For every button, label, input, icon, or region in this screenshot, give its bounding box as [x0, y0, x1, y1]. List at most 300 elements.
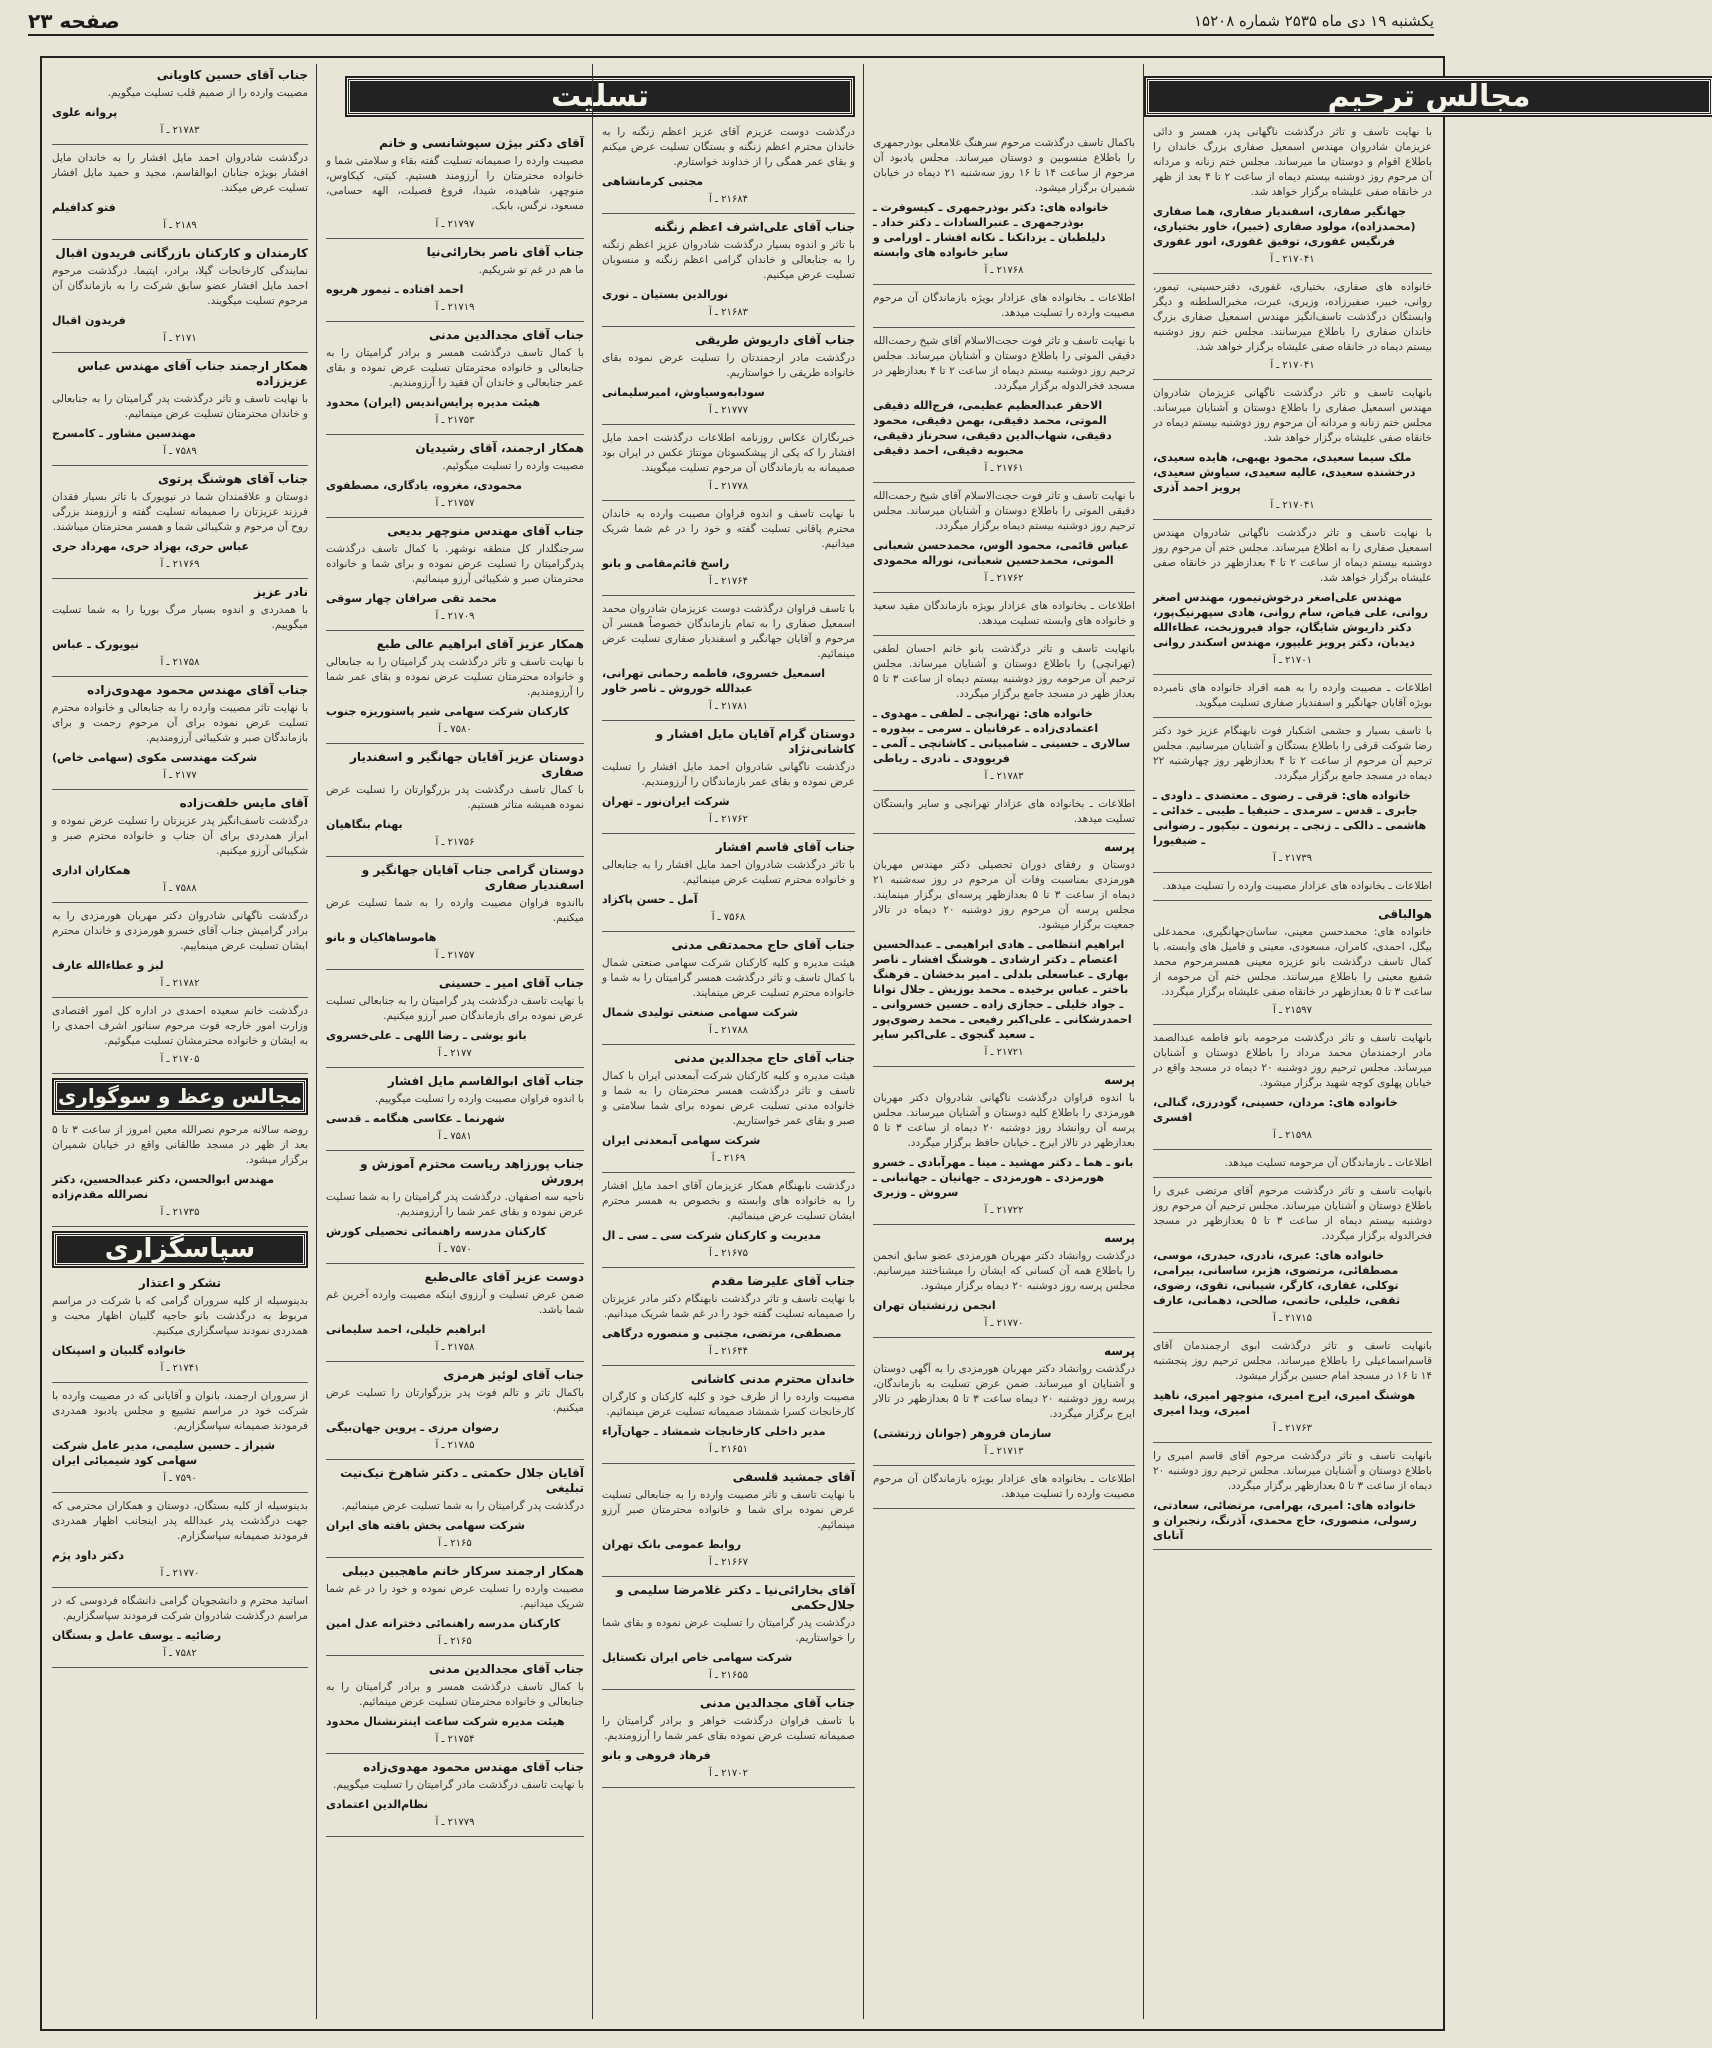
notice-signature: خانواده های: امیری، بهرامی، مرتضائی، سعادتی، رسولی، منصوری، حاج محمدی، آذرنگ، رنجبران و آتابای: [1153, 1499, 1417, 1542]
notice-ad-number: ۲۱۷۷ ـ آ: [163, 770, 197, 781]
notice: [52, 1389, 308, 1493]
notice: [52, 683, 308, 790]
notice: [52, 472, 308, 579]
notice-body: درگذشت نابهنگام همکار عزیزمان آقای احمد مایل افشار را به خانواده های وابسته و بخصوص به همسر محترم ایشان تسلیت عرض مینمائیم.: [602, 1180, 855, 1222]
column-divider: [863, 64, 864, 2019]
notice-signature: شیراز ـ حسین سلیمی، مدیر عامل شرکت سهامی کود شیمیائی ایران: [52, 1439, 276, 1467]
notice: [1153, 526, 1432, 675]
notice-signature: سودابه‌وسیاوش، امیرسلیمانی: [602, 386, 765, 399]
notice-signature: نظام‌الدین اعتمادی: [326, 1798, 429, 1811]
notice-signature: احمد افتاده ـ تیمور هریوه: [326, 283, 464, 296]
notice-body: با نهایت تاسف و تاثر مصیبت وارده را به جنابعالی تسلیت عرض نموده برای شما و خانواده محترمتان صبر آرزو مینمائیم.: [602, 1489, 855, 1531]
notice-title: جناب آقای حاج مجدالدین مدنی: [674, 1051, 855, 1065]
notice-body: باکمال تاسف درگذشت مرحوم سرهنگ غلامعلی بوذرجمهری را باطلاع منسوبین و دوستان میرساند. مجلس یادبود آن مرحوم از ساعت ۱۴ تا ۱۶ روز سه‌شنبه ۲۱ دیماه در خیابان شمیران برگزار میشود.: [873, 137, 1135, 194]
notice-body: با نهایت تاسف درگذشت مادر گرامیتان را تسلیت میگوییم.: [333, 1779, 584, 1791]
notice-signature: خانواده های: قرقی ـ رضوی ـ معتضدی ـ داودی ـ جابری ـ قدس ـ سرمدی ـ حنیفیا ـ طیبی ـ خدائی ـ هاشمی ـ دالکی ـ زنجی ـ پرنمون ـ نیکپور ـ رضوانی ـ ضیفیورا: [1153, 789, 1427, 847]
column-1: [44, 64, 316, 2019]
notice: [52, 246, 308, 353]
notice-list: [1153, 125, 1432, 1550]
notice-signature: شرکت ایران‌نور ـ تهران: [602, 795, 730, 808]
notice-body: درگذشت روانشاد دکتر مهربان هورمزدی عضو سابق انجمن را باطلاع همه آن کسانی که ایشان را میشناختند میرسانیم. مجلس پرسه روز دوشنبه ۲۰ دیماه برگزار میشود.: [873, 1250, 1135, 1292]
notice-signature: دکتر داود پژم: [52, 1549, 124, 1562]
notice-title: هوالباقی: [1378, 907, 1432, 921]
notice: [1153, 125, 1432, 274]
notice-signature: مصطفی، مرتضی، مجتبی و منصوره درگاهی: [602, 1327, 842, 1340]
notice-body: با تاثر درگذشت شادروان احمد مایل افشار را به جنابعالی و خانواده محترم تسلیت عرض مینمائیم.: [602, 859, 855, 886]
notice-body: اطلاعات ـ بخانواده های عزادار بویژه بازماندگان آن مرحوم مصیبت وارده را تسلیت میدهد.: [873, 292, 1135, 319]
notice-title: تشکر و اعتذار: [138, 1276, 222, 1290]
notice-body: دوستان و رفقای دوران تحصیلی دکتر مهندس مهربان هورمزدی بمناسبت وفات آن مرحوم در روز سه‌شنبه ۲۱ دیماه از ساعت ۳ تا ۵ بعدازظهر پرسه‌ای برگزار مینمایند. مجلس پرسه آن مرحوم روز دوشنبه ۲۰ دیماه در تالار جمعیت برگزار میشود.: [873, 859, 1136, 931]
notice-ad-number: ۲۱۷۸۸ ـ آ: [709, 1025, 748, 1036]
notice-body: درگذشت پدر گرامیتان را به شما تسلیت عرض مینمائیم.: [341, 1500, 584, 1512]
notice: [52, 1233, 308, 1383]
notice-body: بانهایت تاسف و تاثر درگذشت بانو خانم احسان لطفی (تهرانچی) را باطلاع دوستان و آشنایان میرساند. مجلس ترحیم آن مرحومه روز دوشنبه بیستم دیماه از ساعت ۳ تا ۵ بعداز ظهر در مسجد جامع برگزار میگردد.: [873, 643, 1135, 700]
notice-signature: خانواده های: دکتر بوذرجمهری ـ کیسوفرت ـ بوذرجمهری ـ عنبرالسادات ـ دکتر خداد ـ دلیلطبان ـ یزدانکنا ـ نکانه افشار ـ اورامی و سایر خانواده های وابسته: [873, 201, 1109, 259]
notice-ad-number: ۷۵۸۹ ـ آ: [163, 446, 197, 457]
notice: [1153, 1156, 1432, 1178]
notice-signature: مجتبی کرمانشاهی: [602, 175, 704, 188]
notice-body: ضمن عرض تسلیت و آرزوی اینکه مصیبت وارده آخرین غم شما باشد.: [326, 1289, 584, 1316]
notice-ad-number: ۲۱۶۵ ـ آ: [438, 1538, 472, 1549]
notice-body: مصیبت وارده را تسلیت عرض نموده و خود را در غم شما شریک میدانیم.: [326, 1583, 584, 1610]
notice-body: درگذشت دوست عزیزم آقای عزیز اعظم زنگنه را به خاندان محترم اعظم زنگنه و بستگان تسلیت عرض میکنم و بقای عمر همگی را از خداوند خواستارم.: [602, 126, 855, 168]
notice-body: مصیبت وارده را از صمیم قلب تسلیت میگویم.: [107, 87, 308, 99]
notice-body: اطلاعات ـ بازماندگان آن مرحومه تسلیت میدهد.: [1224, 1157, 1432, 1169]
notice: [326, 1564, 584, 1656]
notice: [326, 750, 584, 857]
notice-title: جناب آقای لوئیز هرمزی: [443, 1368, 584, 1382]
notice: [1153, 386, 1432, 520]
notice-title: خاندان محترم مدنی کاشانی: [690, 1372, 855, 1386]
notice: [602, 431, 855, 501]
notice: [873, 1231, 1135, 1338]
notice: [873, 840, 1135, 1067]
notice-title: کارمندان و کارکنان بازرگانی فریدون اقبال: [55, 246, 308, 260]
notice-body: با تاسف فراوان درگذشت دوست عزیزمان شادروان محمد اسمعیل صفاری را به تمام بازماندگان خصوصاً همسر آن مرحوم و آقایان جهانگیر و اسفندیار صفاری تسلیت عرض مینمائیم.: [602, 603, 855, 660]
notice-body: مصیبت وارده را صمیمانه تسلیت گفته بقاء و سلامتی شما و خانواده محترمتان را آرزومند هستیم. کیتی، کیکاوس، منوچهر، شاهیده، شیدا، فروغ فصیلت، الهه حسامی، مسعود، نرگس، بابک.: [326, 155, 584, 212]
notice-ad-number: ۲۱۷۰۲ ـ آ: [709, 1768, 748, 1779]
notice: [326, 1157, 584, 1264]
notice-signature: ابراهیم خلیلی، احمد سلیمانی: [326, 1323, 486, 1336]
notice-body: بانهایت تاسف و تاثر درگذشت مرحوم آقای قاسم امیری را باطلاع دوستان و آشنایان میرساند. مجلس ترحیم روز دوشنبه ۲۰ دیماه از ساعت ۳ تا ۵ بعدازظهر برگزار میگردد.: [1153, 1450, 1432, 1492]
notice: [52, 585, 308, 677]
notice-ad-number: ۲۱۶۸۴ ـ آ: [709, 194, 748, 205]
notice-ad-number: ۲۱۷۶۲ ـ آ: [709, 814, 748, 825]
notice-title: جناب آقای مجدالدین مدنی: [700, 1696, 855, 1710]
notice-ad-number: ۲۱۷۱ ـ آ: [163, 333, 197, 344]
notice-body: درگذشت مادر ارجمندتان را تسلیت عرض نموده بقای خانواده طریقی را خواستاریم.: [602, 352, 855, 379]
notice-signature: محمودی، مغروه، یادگاری، مصطفوی: [326, 479, 523, 492]
notice-signature: انجمن زرتشتیان تهران: [873, 1299, 996, 1312]
notice-signature: بانو ـ هما ـ دکتر مهشید ـ مینا ـ مهرآبادی ـ خسرو هورمزدی ـ هورمزدی ـ جهانیان ـ جهانبانی ـ سروش ـ وزیری: [873, 1156, 1134, 1199]
notice-signature: سازمان فروهر (جوانان زرتشتی): [873, 1427, 1052, 1440]
notice: [873, 797, 1135, 834]
notice-ad-number: ۲۱۷۵۷ ـ آ: [435, 498, 475, 509]
notice-body: بدینوسیله از کلیه سروران گرامی که با شرکت در مراسم مربوط به درگذشت بانو حاجیه گلبیان اظهار محبت و همدردی نمودند سپاسگزاری میکنیم.: [52, 1295, 308, 1337]
notice-signature: ابراهیم انتظامی ـ هادی ابراهیمی ـ عبدالحسین اعتصام ـ دکتر ارشادی ـ هوشنگ افشار ـ ناصر بهاری ـ عباسعلی بلدلی ـ امیر بدخشان ـ فرهنگ باختر ـ عباس برخیده ـ محمد یوزیش ـ جلال توانا ـ جواد خلیلی ـ حجازی زاده ـ حسین خسروانی ـ احمدرشکانی ـ علی‌اکبر رفیعی ـ محمد رضوی‌پور ـ سعید گنجوی ـ علی‌اکبر سایر: [873, 938, 1132, 1041]
notice-body: خبرنگاران عکاس روزنامه اطلاعات درگذشت احمد مایل افشار را که یکی از پیشکسوتان مونتاژ عکس در ایران بود صمیمانه به بازماندگان آن مرحوم تسلیت میگویند.: [602, 432, 855, 474]
notice-ad-number: ۲۱۶۶۷ ـ آ: [709, 1557, 748, 1568]
notice: [602, 507, 855, 596]
notice: [1153, 1184, 1432, 1333]
notice-signature: فریدون اقبال: [52, 314, 126, 327]
column-4: [865, 64, 1143, 2019]
notice-title: جناب آقای مهندس محمود مهدوی‌زاده: [87, 683, 308, 697]
notice: [326, 976, 584, 1068]
notice-title: همکار ارجمند، آقای رشیدیان: [415, 441, 584, 455]
column-divider: [592, 64, 593, 2019]
notice-body: درگذشت ناگهانی شادروان احمد مایل افشار را تسلیت عرض نموده و بقای عمر بازماندگان را آرزومندیم.: [602, 761, 855, 788]
notice-signature: ملک سیما سعیدی، محمود بهبهی، هایده سعیدی، درخشنده سعیدی، عالیه سعیدی، سیاوش سعیدی، پرویز احمد آذری: [1153, 451, 1416, 494]
notice-body: هیئت مدیره و کلیه کارکنان شرکت آبمعدنی ایران با کمال تاسف و تاثر درگذشت همسر محترمتان را به شما و خانواده مدنی تسلیت عرض نموده برای شما سلامتی و صبر و بقای عمر خواستاریم.: [602, 1070, 855, 1127]
notice-signature: کارکنان مدرسه راهنمائی دخترانه عدل امین: [326, 1617, 561, 1630]
notice-signature: شرکت سهامی بخش بافته های ایران: [326, 1519, 525, 1532]
notice-title: پرسه: [1103, 1344, 1135, 1358]
notice: [326, 1368, 584, 1460]
notice-signature: الاحقر عبدالعظیم عظیمی، فرج‌الله دقیقی الموتی، محمد دقیقی، بهمن دقیقی، محمود دقیقی، شهاب‌الدین دقیقی، سحرناز دقیقی، محبوبه دقیقی، احمد دقیقی: [873, 399, 1112, 457]
notice-title: آقای بخارائی‌نیا ـ دکتر غلامرضا سلیمی و جلال‌حکمی: [616, 1583, 855, 1612]
notice: [52, 359, 308, 466]
notice-signature: فرهاد فروهی و بانو: [602, 1749, 711, 1762]
notice-list: [602, 125, 855, 1788]
notice-body: با کمال تاسف درگذشت همسر و برادر گرامیتان را به جنابعالی و خانواده محترمتان تسلیت عرض نموده و بقای عمر جنابعالی و خاندان آن فقید را آرزومندیم.: [326, 347, 584, 389]
notice-ad-number: ۲۱۷۶۳ ـ آ: [1273, 1423, 1312, 1434]
notice: [52, 68, 308, 145]
notice-ad-number: ۲۱۷۲۲ ـ آ: [984, 1205, 1024, 1216]
notice-ad-number: ۲۱۶۷۵ ـ آ: [709, 1248, 748, 1259]
notice-body: بانهایت تاسف و تاثر درگذشت ابوی ارجمندمان آقای قاسم‌اسماعیلی را باطلاع میرساند. مجلس ترحیم روز پنجشنبه ۱۴ تا ۱۶ در مسجد امام حسین برگزار میشود.: [1153, 1340, 1432, 1382]
notice-ad-number: ۲۱۵۹۸ ـ آ: [1273, 1130, 1312, 1141]
notice-body: بانهایت تاسف و تاثر درگذشت ناگهانی عزیزمان شادروان مهندس اسمعیل صفاری را باطلاع دوستان و آشنایان میرساند. مجلس ختم زنانه و مردانه آن مرحوم روز دوشنبه بیستم دیماه در خانقاه صفی علیشاه برگزار خواهد شد.: [1153, 387, 1432, 444]
notice-signature: شرکت سهامی خاص ایران تکستایل: [602, 1651, 793, 1664]
notice-body: اطلاعات ـ بخانواده های عزادار تهرانچی و سایر وابستگان تسلیت میدهد.: [873, 798, 1135, 825]
notice-body: با اندوه فراوان مصیبت وارده را تسلیت میگوییم.: [374, 1093, 584, 1105]
notice-title: دوستان گرامی جناب آقایان جهانگیر و اسفندیار صفاری: [361, 863, 584, 892]
column-2: [318, 64, 592, 2019]
notice-body: دوستان و علاقمندان شما در نیویورک با تاثر بسیار فقدان فرزند عزیزتان را صمیمانه تسلیت گفته و آرزومند بزرگی روح آن مرحوم و شکیبائی شما و همسر محترمتان میباشند.: [52, 491, 308, 533]
notice: [602, 220, 855, 327]
notice-body: با نهایت تاثر مصیبت وارده را به جنابعالی و خانواده محترم تسلیت عرض نموده برای آن مرحوم رحمت و برای بازماندگان صبر و شکیبائی آرزومندیم.: [52, 702, 308, 744]
notice-signature: هوشنگ امیری، ایرج امیری، منوچهر امیری، ناهید امیری، ویدا امیری: [1153, 1389, 1416, 1417]
page-header: [28, 8, 1434, 36]
notice-body: ما هم در غم تو شریکیم.: [478, 264, 584, 276]
notice-ad-number: ۷۵۷۰ ـ آ: [438, 1244, 472, 1255]
notice-ad-number: ۲۱۷۱۹ ـ آ: [435, 302, 475, 313]
notice: [602, 1583, 855, 1690]
notice-body: با نهایت تاسف درگذشت پدر گرامیتان را به جنابعالی تسلیت عرض نموده برای بازماندگان صبر آرزو میکنیم.: [326, 995, 584, 1022]
notice-list: [326, 136, 584, 1837]
notice: [873, 599, 1135, 636]
notice: [602, 1372, 855, 1464]
notice-signature: روابط عمومی بانک تهران: [602, 1538, 742, 1551]
notice: [873, 334, 1135, 483]
notice-signature: عباس حری، بهزاد حری، مهرداد حری: [52, 540, 250, 553]
notice-body: بانهایت تاسف و تاثر درگذشت مرحومه بانو فاطمه عبدالصمد مادر ارجمندمان محمد مرداد را باطلاع دوستان و آشنایان میرساند. مجلس ترحیم روز دوشنبه ۲۰ دیماه در مسجد واقع در خیابان پهلوی کوچه شهید برگزار میشود.: [1153, 1032, 1432, 1089]
notice-signature: مدیر داخلی کارخانجات شمشاد ـ جهان‌آراء: [602, 1425, 826, 1438]
notice: [873, 136, 1135, 285]
notice-ad-number: ۲۱۶۵۱ ـ آ: [709, 1444, 748, 1455]
notice-body: با تاسف بسیار و جشمی اشکبار فوت نابهنگام عزیز خود دکتر رضا شوکت قرقی را باطلاع بستگان و آشنایان میرسانیم. مجلس ترحیم آن مرحوم از ساعت ۲ تا ۴ بعدازظهر روز چهارشنبه ۲۲ دیماه در مسجد جامع برگزار میگردد.: [1153, 725, 1433, 782]
notice-title: نادر عزیز: [254, 585, 308, 599]
column-divider: [316, 64, 317, 2019]
notice-ad-number: ۲۱۷۱۳ ـ آ: [984, 1446, 1024, 1457]
notice: [873, 291, 1135, 328]
notice-ad-number: ۲۱۷۷۰ ـ آ: [984, 1318, 1024, 1329]
notice-ad-number: ۲۱۷۵۸ ـ آ: [160, 657, 200, 668]
notice-ad-number: ۲۱۷۹۷ ـ آ: [435, 219, 475, 230]
notice-signature: نورالدین بستیان ـ نوری: [602, 288, 729, 301]
notice-body: درگذشت روانشاد دکتر مهربان هورمزدی را به آگهی دوستان و آشنایان او میرساند. ضمن عرض تسلیت به بازماندگان، پرسه روز دوشنبه ۲۰ دیماه ساعت ۳ تا ۵ بعدازظهر در تالار ایرج برگزار میگردد.: [873, 1363, 1135, 1420]
notice: [1153, 681, 1432, 718]
notice-ad-number: ۲۱۷۸۳ ـ آ: [984, 771, 1024, 782]
notice-ad-number: ۲۱۷۷ ـ آ: [438, 1048, 472, 1059]
notice: [602, 125, 855, 214]
notice-ad-number: ۲۱۷۰۵ ـ آ: [160, 1054, 200, 1065]
notice: [602, 1470, 855, 1577]
notice-title: جناب آقای امیر ـ حسینی: [438, 976, 584, 990]
notice-signature: مهندس ابوالحسن، دکتر عبدالحسین، دکتر نصرالله مقدم‌زاده: [52, 1173, 275, 1201]
notice-title: آقای جمشید قلسفی: [732, 1470, 855, 1484]
notice: [52, 1499, 308, 1588]
notice-signature: شرکت مهندسی مکوی (سهامی خاص): [52, 751, 258, 764]
notice: [602, 1274, 855, 1366]
notice-title: جناب آقای حسین کاویانی: [156, 68, 308, 82]
notice-ad-number: ۲۱۷۰۹ ـ آ: [435, 611, 475, 622]
notice: [602, 727, 855, 834]
notice-body: درگذشت خانم سعیده احمدی در اداره کل امور اقتصادی وزارت امور خارجه فوت مرحوم سناتور اشرف احمدی را به ایشان و خانواده محترمشان تسلیت میگوئیم.: [52, 1005, 308, 1047]
notice-ad-number: ۲۱۷۰۴۱ ـ آ: [1270, 360, 1315, 371]
notice-ad-number: ۲۱۷۸۲ ـ آ: [160, 978, 200, 989]
notice: [326, 1662, 584, 1754]
notice-body: نمایندگی کارخانجات گیلا، برادر، اپتیما. درگذشت مرحوم احمد مایل افشار عضو سابق شرکت را به بازماندگان آن مرحوم تسلیت میگویند.: [52, 265, 308, 307]
notice-body: با نهایت تاسف و تاثر درگذشت پدر گرامیتان را به جنابعالی و خانواده محترمتان تسلیت عرض نموده و بقای عمر شما را آرزومندیم.: [326, 656, 584, 698]
column-5: [1145, 64, 1531, 2019]
notice-title: آقای مایس خلفت‌زاده: [179, 796, 308, 810]
notice: [52, 909, 308, 998]
notice-signature: هاموساهاکیان و بانو: [326, 931, 437, 944]
notice-ad-number: ۲۱۶۹ ـ آ: [711, 1153, 746, 1164]
notice-signature: بانو یوشی ـ رضا اللهی ـ علی‌خسروی: [326, 1029, 527, 1042]
notice: [326, 863, 584, 970]
notice-title: جناب آقای هوشنگ پرتوی: [158, 472, 308, 486]
notice-ad-number: ۲۱۸۹ ـ آ: [163, 220, 197, 231]
notice: [1153, 724, 1432, 873]
notice-body: با کمال تاسف درگذشت پدر بزرگوارتان را تسلیت عرض نموده همیشه متاثر هستیم.: [326, 784, 584, 811]
notice-body: با اندوه فراوان درگذشت ناگهانی شادروان دکتر مهربان هورمزدی را باطلاع کلیه دوستان و آشنایان میرساند. مجلس پرسه آن روانشاد روز دوشنبه ۲۰ دیماه از ساعت ۳ تا ۵ بعدازظهر در تالار ایرج ـ خیابان حافظ برگزار میگردد.: [873, 1092, 1136, 1149]
notice: [602, 1696, 855, 1788]
notice: [52, 796, 308, 903]
notice-ad-number: ۲۱۷۰۴۱ ـ آ: [1270, 500, 1315, 511]
notice: [52, 1080, 308, 1227]
notice: [326, 1760, 584, 1837]
notice-ad-number: ۲۱۷۵۳ ـ آ: [435, 415, 475, 426]
notice-signature: همکاران اداری: [52, 864, 131, 877]
notice-body: با نهایت تاسف و تاثر درگذشت ناگهانی پدر، همسر و دائی عزیزمان شادروان مهندس اسمعیل صفاری بزرگ خاندان را باطلاع اقوام و دوستان ما میرساند. مجلس ختم زنانه و مردانه آن مرحوم روز دوشنبه بیستم دیماه از ساعت ۲ تا ۴ بعد از ظهر در خانقاه صفی علیشاه برگزار خواهد شد.: [1153, 126, 1432, 198]
notice-body: هیئت مدیره و کلیه کارکنان شرکت سهامی صنعتی شمال با کمال تاسف و تاثر درگذشت همسر گرامیتان را به شما و خانواده محترم تسلیت عرض مینمایند.: [602, 957, 855, 999]
notice: [326, 524, 584, 631]
notice-signature: خانواده های: تهرانچی ـ لطفی ـ مهدوی ـ اعتمادی‌زاده ـ عرفانیان ـ سرمی ـ بیدوره ـ سالاری ـ حسینی ـ شامبیانی ـ کاشانچی ـ آلمی ـ فریوودی ـ نادری ـ ریاطی: [873, 707, 1131, 765]
notice-ad-number: ۷۵۸۲ ـ آ: [163, 1648, 197, 1659]
notice-title: دوستان گرام آقایان مایل افشار و کاشانی‌نژاد: [655, 727, 855, 756]
notice-body: با نهایت تاسف و تاثر فوت حجت‌الاسلام آقای شیخ رحمت‌الله دقیقی الموتی را باطلاع دوستان و آشنایان میرساند. مجلس ترحیم روز دوشنبه بیستم دیماه از ساعت ۲ تا ۴ بعدازظهر در مسجد فخرالدوله برگزار میگردد.: [873, 335, 1135, 392]
notice-body: سرجنگلدار کل منطقه نوشهر. با کمال تاسف درگذشت پدرگرامیتان را تسلیت عرض نموده و برای شما و خانواده محترمتان صبر و شکیبائی آرزو مینمائیم.: [326, 543, 584, 585]
notice-ad-number: ۲۱۷۳۹ ـ آ: [1273, 853, 1312, 864]
notice-title: جناب آقای علیرضا مقدم: [711, 1274, 855, 1288]
notice-ad-number: ۲۱۷۸۳ ـ آ: [160, 125, 200, 136]
notice-body: خانواده های صفاری، بختیاری، غفوری، دفترحسینی، تیمور، روانی، خبیر، صفیرزاده، وزیری، عبرت، مخبرالسلطنه و دیگر وابستگان درگذشت تاسف‌انگیز مهندس اسمعیل صفاری بزرگ خاندان صفاری را باطلاع میرسانند. مجلس ختم روز دوشنبه بیستم دیماه در خانقاه صفی علیشاه برگزار خواهد شد.: [1153, 281, 1432, 353]
notice-signature: آمل ـ حسن پاکزاد: [602, 893, 698, 906]
notice-ad-number: ۲۱۷۷۸ ـ آ: [709, 481, 748, 492]
banner-condolence-gatherings: مجالس ترحیم: [1146, 78, 1712, 115]
notice: [1153, 1031, 1432, 1150]
notice-title: جناب آقای مهندس منوچهر بدیعی: [387, 524, 584, 538]
notice-ad-number: ۲۱۷۶۲ ـ آ: [984, 573, 1024, 584]
notice-body: اطلاعات ـ بخانواده های عزادار بویژه بازماندگان مقید سعید و خانواده های وابسته تسلیت میدهد.: [873, 600, 1135, 627]
notice-title: آقایان جلال حکمتی ـ دکتر شاهرخ نیک‌نیت تبلیغی: [340, 1466, 584, 1495]
notice-ad-number: ۲۱۷۵۷ ـ آ: [435, 950, 475, 961]
notice: [873, 1472, 1135, 1509]
notice-signature: خانواده های: مردان، حسینی، گودرزی، گنالی، افسری: [1153, 1096, 1398, 1124]
notice: [1153, 280, 1432, 380]
notice-ad-number: ۲۱۷۰۴۱ ـ آ: [1270, 254, 1315, 265]
page-number: صفحه ۲۳: [28, 9, 120, 33]
notice-body: با نهایت تاسف و اندوه فراوان مصیبت وارده به خاندان محترم پاقانی تسلیت گفته و خود را در غم شما شریک میدانیم.: [602, 508, 855, 550]
notice: [873, 1344, 1135, 1466]
notice-signature: کارکنان شرکت سهامی شیر پاستوریزه جنوب: [326, 705, 570, 718]
banner-spacer: [873, 68, 1135, 136]
notice: [326, 1466, 584, 1558]
notice-ad-number: ۲۱۷۸۱ ـ آ: [709, 701, 748, 712]
notice-body: با تاثر و اندوه بسیار درگذشت شادروان عزیز اعظم زنگنه را به جنابعالی و خاندان گرامی اعظم زنگنه و منسوبان تسلیت عرض میکنیم.: [602, 239, 855, 281]
notice-signature: لبز و عطاءالله عارف: [52, 959, 164, 972]
notice-body: با کمال تاسف درگذشت همسر و برادر گرامیتان را به جنابعالی و خانواده محترمتان تسلیت عرض مینمائیم.: [326, 1681, 584, 1708]
notice: [602, 840, 855, 932]
notice-title: جناب آقای علی‌اشرف اعظم زنگنه: [654, 220, 855, 234]
notice-body: اطلاعات ـ بخانواده های عزادار مصیبت وارده را تسلیت میدهد.: [1162, 880, 1432, 892]
notice-title: جناب آقای ناصر بخارائی‌نیا: [426, 245, 584, 259]
notice-signature: هیئت مدیره پرایس‌اندیس (ایران) محدود: [326, 396, 541, 409]
notice-signature: فتو کدافیلم: [52, 201, 116, 214]
notice-body: اساتید محترم و دانشجویان گرامی دانشگاه فردوسی که در مراسم درگذشت شادروان شرکت فرمودند سپاسگزاریم.: [52, 1595, 308, 1622]
notice-signature: رضوان مرزی ـ پروین جهان‌بیگی: [326, 1421, 499, 1434]
notice-title: همکار ارجمند سرکار خانم ماهجبین دیبلی: [341, 1564, 584, 1578]
notice-title: جناب آقای مهندس محمود مهدوی‌زاده: [363, 1760, 584, 1774]
notice-body: با تاسف فراوان درگذشت خواهر و برادر گرامیتان را صمیمانه تسلیت عرض نموده بقای عمر شما را آرزومندیم.: [602, 1715, 855, 1742]
notice-signature: شرکت سهامی آبمعدنی ایران: [602, 1134, 761, 1147]
notice-ad-number: ۲۱۷۶۱ ـ آ: [984, 463, 1024, 474]
notice-ad-number: ۲۱۷۶۹ ـ آ: [160, 559, 200, 570]
notice: [873, 1073, 1135, 1225]
notice: [873, 489, 1135, 593]
notice-body: با نهایت تاسف و تاثر فوت حجت‌الاسلام آقای شیخ رحمت‌الله دقیقی الموتی را باطلاع دوستان و آشنایان میرساند. مجلس ترحیم روز دوشنبه بیستم دیماه برگزار میگردد.: [873, 490, 1135, 532]
notice: [1153, 907, 1432, 1025]
notice-ad-number: ۲۱۷۷۹ ـ آ: [435, 1817, 475, 1828]
notice: [602, 333, 855, 425]
notice-title: همکار عزیز آقای ابراهیم عالی طبع: [376, 637, 584, 651]
dateline: یکشنبه ۱۹ دی ماه ۲۵۳۵ شماره ۱۵۲۰۸: [1193, 12, 1434, 30]
notice-ad-number: ۲۱۷۷۷ ـ آ: [709, 405, 748, 416]
notice-signature: مهندس علی‌اصغر درخوش‌تیمور، مهندس اصغر روانی، علی فیاض، سام روانی، هادی سپهرنیک‌پور، دکتر داریوش شایگان، جواد فیروزبخت، عطاءالله دیدبان، دکتر پرویز علیپور، مهندس اسکندر روانی: [1153, 591, 1428, 649]
notice-body: مصیبت وارده را از طرف خود و کلیه کارکنان و کارگران کارخانجات کسرا شمشاد صمیمانه تسلیت عرض مینمائیم.: [602, 1391, 855, 1418]
notice-signature: عباس قائمی، محمود الوس، محمدحسن شعبانی الموتی، محمدحسین شعبانی، نوراله محمودی: [873, 539, 1129, 567]
notice-body: اطلاعات ـ بخانواده های عزادار بویژه بازماندگان آن مرحوم مصیبت وارده را تسلیت میدهد.: [873, 1473, 1135, 1500]
banner-gratitude: سپاسگزاری: [54, 1233, 306, 1266]
notice-ad-number: ۲۱۶۸۳ ـ آ: [709, 307, 748, 318]
notice-title: جناب آقای ابوالقاسم مایل افشار: [387, 1074, 584, 1088]
notice-ad-number: ۲۱۷۳۵ ـ آ: [160, 1207, 200, 1218]
notice: [326, 441, 584, 518]
banner-sermon-gatherings: مجالس وعظ و سوگواری: [54, 1080, 306, 1113]
notice-list: [873, 136, 1135, 1509]
notice-title: جناب آقای حاج محمدتقی مدنی: [671, 938, 855, 952]
notice-body: درگذشت پدر گرامیتان را تسلیت عرض نموده و بقای شما را خواستاریم.: [602, 1617, 855, 1644]
notice-body: با همدردی و اندوه بسیار مرگ بوریا را به شما تسلیت میگوییم.: [52, 604, 308, 631]
notice-signature: خانواده گلبیان و اسپنکان: [52, 1344, 187, 1357]
notice-signature: رضائیه ـ یوسف عامل و بستگان: [52, 1629, 222, 1642]
notice-signature: مهندسین مشاور ـ کامسرج: [52, 427, 196, 440]
notice-signature: خانواده های: عبری، نادری، حیدری، موسی، مصطفائی، مرتضوی، هژبر، ساسانی، بیرامی، توکلی، غفاری، کارگر، شیبانی، تقوی، رضوی، ثقفی، خلیلی، حاتمی، صالحی، دهمانی، عارف: [1153, 1249, 1401, 1307]
notice-ad-number: ۲۱۷۵۸ ـ آ: [435, 1342, 475, 1353]
notice-body: درگذشت ناگهانی شادروان دکتر مهربان هورمزدی را به برادر گرامیش جناب آقای خسرو هورمزدی و خاندان محترم ایشان تسلیت عرض مینماییم.: [52, 910, 308, 952]
notice: [602, 938, 855, 1045]
notice-body: درگذشت شادروان احمد مایل افشار را به خاندان مایل افشار بویژه جنابان ابوالقاسم، مجید و حمید مایل افشار تسلیت عرض میکند.: [52, 152, 308, 194]
notice-body: بانهایت تاسف و تاثر درگذشت مرحوم آقای مرتضی عبری را باطلاع دوستان و آشنایان میرساند. مجلس ترحیم آن مرحوم روز دوشنبه بیستم دیماه از ساعت ۳ تا ۵ بعدازظهر در مسجد فخرالدوله برگزار میگردد.: [1153, 1185, 1432, 1242]
notice-ad-number: ۲۱۷۷۰ ـ آ: [160, 1568, 200, 1579]
notice: [602, 1051, 855, 1173]
notice-signature: نیویورک ـ عباس: [52, 638, 139, 651]
notice: [873, 642, 1135, 791]
notice-ad-number: ۲۱۵۹۷ ـ آ: [1273, 1005, 1312, 1016]
notice-title: جناب آقای قاسم افشار: [715, 840, 855, 854]
notice-body: خانواده های: محمدحسن معینی، ساسان‌جهانگیری، محمدعلی بیگل، احمدی، کامران، مسعودی، معینی و فامیل های وابسته. با کمال تاسف درگذشت بانو عزیزه معینی همسرمرحوم محمد شفیع معینی را باطلاع میرسانند. مجلس ختم آن مرحومه از ساعت ۳ تا ۵ بعدازظهر در خانقاه صفی علیشاه برگزار میگردد.: [1153, 926, 1432, 998]
notice: [602, 1179, 855, 1268]
notice-title: دوستان عزیز آقایان جهانگیر و اسفندیار صفاری: [350, 750, 584, 779]
notice-body: ناحیه سه اصفهان. درگذشت پدر گرامیتان را به شما تسلیت عرض نموده و بقای عمر شما را آرزومندیم.: [326, 1191, 584, 1218]
notice-ad-number: ۷۵۹۰ ـ آ: [163, 1473, 197, 1484]
notice-signature: جهانگیر صفاری، اسفندیار صفاری، هما صفاری (محمدزاده)، مولود صفاری (خبیر)، خاور بختیاری، فرنگیس غفوری، توفیق غفوری، انور غفوری: [1153, 205, 1416, 248]
notice: [52, 151, 308, 240]
notice-signature: بهنام بنگاهیان: [326, 818, 403, 831]
notice-body: با نهایت تاسف و تاثر درگذشت پدر گرامیتان را به جنابعالی و خاندان محترمتان تسلیت عرض مینمائیم.: [52, 393, 308, 420]
notice-title: جناب آقای مجدالدین مدنی: [429, 328, 584, 342]
notice-ad-number: ۷۵۸۰ ـ آ: [438, 724, 472, 735]
notice-signature: پروانه علوی: [52, 106, 118, 119]
notice-body: با نهایت تاسف و تاثر درگذشت ناگهانی شادروان مهندس اسمعیل صفاری را به اطلاع میرساند. مجلس ختم آن مرحوم روز دوشنبه بیستم دیماه از ساعت ۲ تا ۴ بعدازظهر در خانقاه صفی علیشاه برگزار خواهد شد.: [1153, 527, 1432, 584]
notice-title: پرسه: [1103, 1073, 1135, 1087]
notice: [1153, 1339, 1432, 1443]
notice-ad-number: ۲۱۷۲۱ ـ آ: [984, 1047, 1024, 1058]
notice-signature: راسخ قائم‌مقامی و بانو: [602, 557, 730, 570]
notice-ad-number: ۲۱۷۴۱ ـ آ: [160, 1363, 200, 1374]
notice-title: جناب پورزاهد ریاست محترم آموزش و پرورش: [360, 1157, 584, 1186]
notice-signature: شرکت سهامی صنعتی تولیدی شمال: [602, 1006, 799, 1019]
notice: [52, 1004, 308, 1074]
notice-body: از سروران ارجمند، بانوان و آقایانی که در مصیبت وارده با شرکت خود در مراسم تشییع و مجلس یادبود همدردی فرمودند صمیمانه سپاسگزاریم.: [52, 1390, 308, 1432]
notice-title: آقای دکتر بیژن سپوشانسی و خانم: [379, 136, 584, 150]
notice-signature: هیئت مدیره شرکت ساعت اینترنشنال محدود: [326, 1715, 565, 1728]
notice-body: اطلاعات ـ مصیبت وارده را به همه افراد خانواده های نامبرده بویژه آقایان جهانگیر و اسفندیار صفاری تسلیت میگوید.: [1153, 682, 1432, 709]
notice: [52, 1594, 308, 1668]
notice-body: بدینوسیله از کلیه بستگان، دوستان و همکاران محترمی که جهت درگذشت پدر عبدالله پدر اینجانب اظهار همدردی فرمودند صمیمانه سپاسگزارم.: [52, 1500, 308, 1542]
column-divider: [1143, 64, 1144, 2019]
notice-signature: کارکنان مدرسه راهنمائی تحصیلی کورش: [326, 1225, 547, 1238]
notice-ad-number: ۲۱۷۰۱ ـ آ: [1273, 655, 1312, 666]
notice-ad-number: ۷۵۸۸ ـ آ: [163, 883, 197, 894]
notice-ad-number: ۲۱۷۶۴ ـ آ: [709, 576, 748, 587]
notice-body: با نهایت تاسف و تاثر درگذشت نابهنگام دکتر مادر عزیزتان را صمیمانه تسلیت گفته خود را در غم شما شریک میدانیم.: [602, 1293, 855, 1320]
notice: [1153, 1449, 1432, 1550]
notice-ad-number: ۷۵۶۸ ـ آ: [711, 912, 746, 923]
